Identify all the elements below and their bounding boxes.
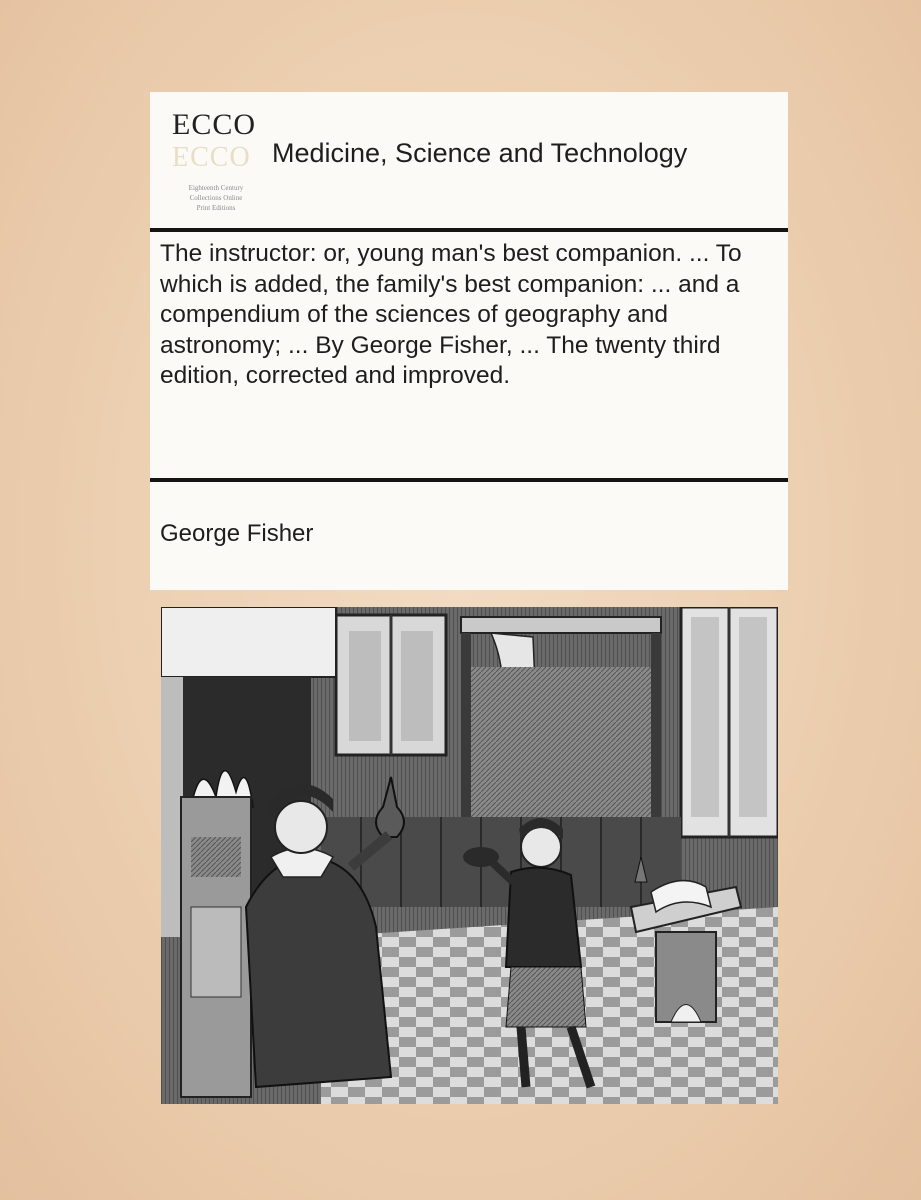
divider-rule	[150, 478, 788, 482]
ecco-logo-icon	[162, 106, 270, 216]
logo-line: Collections Online	[189, 194, 243, 202]
series-name: Medicine, Science and Technology	[272, 138, 688, 168]
divider-rule	[150, 228, 788, 232]
engraving-illustration	[161, 607, 778, 1104]
author-name: George Fisher	[160, 520, 314, 547]
series-header	[150, 92, 788, 228]
logo-wordmark-reflection: ECCO	[172, 140, 251, 171]
logo-line: Print Editions	[196, 204, 236, 212]
engraving-scene-icon	[161, 607, 778, 1104]
book-title: The instructor: or, young man's best companion. ... To which is added, the family's best companion: ... and a compendium of the sciences of geography and astronomy; ... By George Fisher, ... The twenty third edition, corrected and improved.	[160, 240, 742, 389]
title-label	[150, 92, 788, 590]
logo-line: Eighteenth Century	[188, 184, 244, 192]
logo-wordmark: ECCO	[172, 108, 257, 141]
